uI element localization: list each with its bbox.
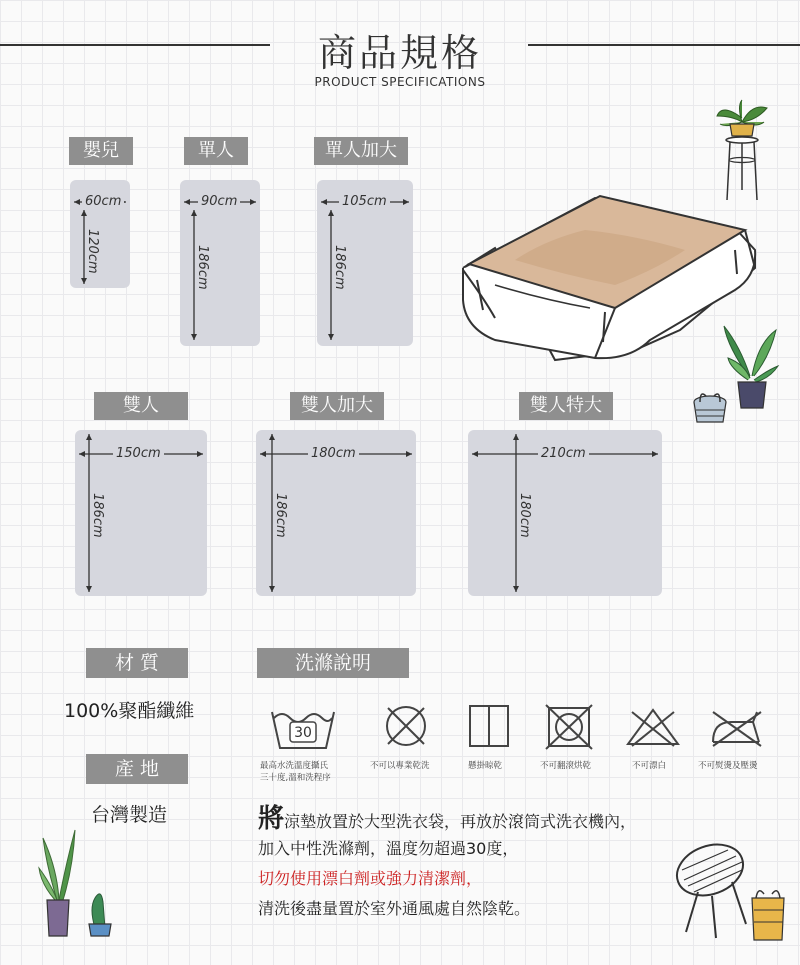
- size-tag-double: 雙人: [94, 392, 188, 420]
- no-dry-clean-icon: [383, 703, 429, 749]
- wash-temp-label: 30: [294, 725, 312, 741]
- no-tumble-dry-icon: [544, 703, 594, 751]
- width-label-single: 90cm: [198, 194, 240, 209]
- length-label-double-xl: 186cm: [273, 490, 288, 541]
- no-iron-caption: 不可熨燙及壓燙: [698, 761, 758, 771]
- width-label-baby: 60cm: [82, 194, 124, 209]
- size-tag-single-xl: 單人加大: [314, 137, 408, 165]
- instruction-line-4: 清洗後盡量置於室外通風處自然陰乾。: [258, 899, 531, 918]
- size-card-single: [180, 180, 260, 346]
- length-label-single: 186cm: [195, 242, 210, 293]
- length-label-double-king: 180cm: [517, 490, 532, 541]
- instruction-line-3-warning: 切勿使用漂白劑或強力清潔劑，: [258, 869, 483, 888]
- plant-basket-illustration: [688, 318, 783, 426]
- instruction-line-2: 加入中性洗滌劑，溫度勿超過30度，: [258, 839, 519, 858]
- width-label-double-xl: 180cm: [308, 446, 359, 461]
- page-subtitle: PRODUCT SPECIFICATIONS: [314, 75, 486, 89]
- potted-plants-illustration: [35, 828, 120, 940]
- size-card-double-king: [468, 430, 662, 596]
- no-dry-clean-caption: 不可以專業乾洗: [370, 761, 430, 771]
- plant-stand-illustration: [712, 98, 772, 203]
- no-bleach-caption: 不可漂白: [632, 761, 667, 771]
- origin-tag: 產 地: [86, 754, 188, 784]
- instruction-lead-char: 將: [258, 804, 285, 834]
- size-tag-double-xl: 雙人加大: [290, 392, 384, 420]
- length-label-baby: 120cm: [85, 226, 100, 277]
- washing-tag: 洗滌說明: [257, 648, 409, 678]
- width-label-double-king: 210cm: [538, 446, 589, 461]
- width-label-double: 150cm: [113, 446, 164, 461]
- hang-dry-icon: [467, 703, 511, 749]
- origin-value: 台灣製造: [91, 804, 168, 826]
- length-label-double: 186cm: [90, 490, 105, 541]
- instruction-line-1: 將涼墊放置於大型洗衣袋，再放於滾筒式洗衣機內，: [258, 804, 637, 834]
- hang-dry-caption: 懸掛晾乾: [468, 761, 503, 771]
- wash-30-caption: 最高水洗溫度攝氏 三十度,溫和洗程序: [260, 761, 331, 783]
- no-bleach-icon: [624, 706, 682, 748]
- size-tag-baby: 嬰兒: [69, 137, 133, 165]
- size-card-baby: [70, 180, 130, 288]
- page-title: 商品規格: [317, 31, 482, 75]
- no-iron-icon: [707, 706, 765, 748]
- material-value: 100%聚酯纖維: [64, 700, 195, 722]
- chair-basket-illustration: [672, 840, 790, 948]
- wash-30-icon: [270, 706, 336, 752]
- length-label-single-xl: 186cm: [332, 242, 347, 293]
- no-tumble-dry-caption: 不可翻滾烘乾: [540, 761, 592, 771]
- size-card-double-xl: [256, 430, 416, 596]
- size-card-single-xl: [317, 180, 413, 346]
- size-card-double: [75, 430, 207, 596]
- material-tag: 材 質: [86, 648, 188, 678]
- width-label-single-xl: 105cm: [339, 194, 390, 209]
- size-tag-single: 單人: [184, 137, 248, 165]
- size-tag-double-king: 雙人特大: [519, 392, 613, 420]
